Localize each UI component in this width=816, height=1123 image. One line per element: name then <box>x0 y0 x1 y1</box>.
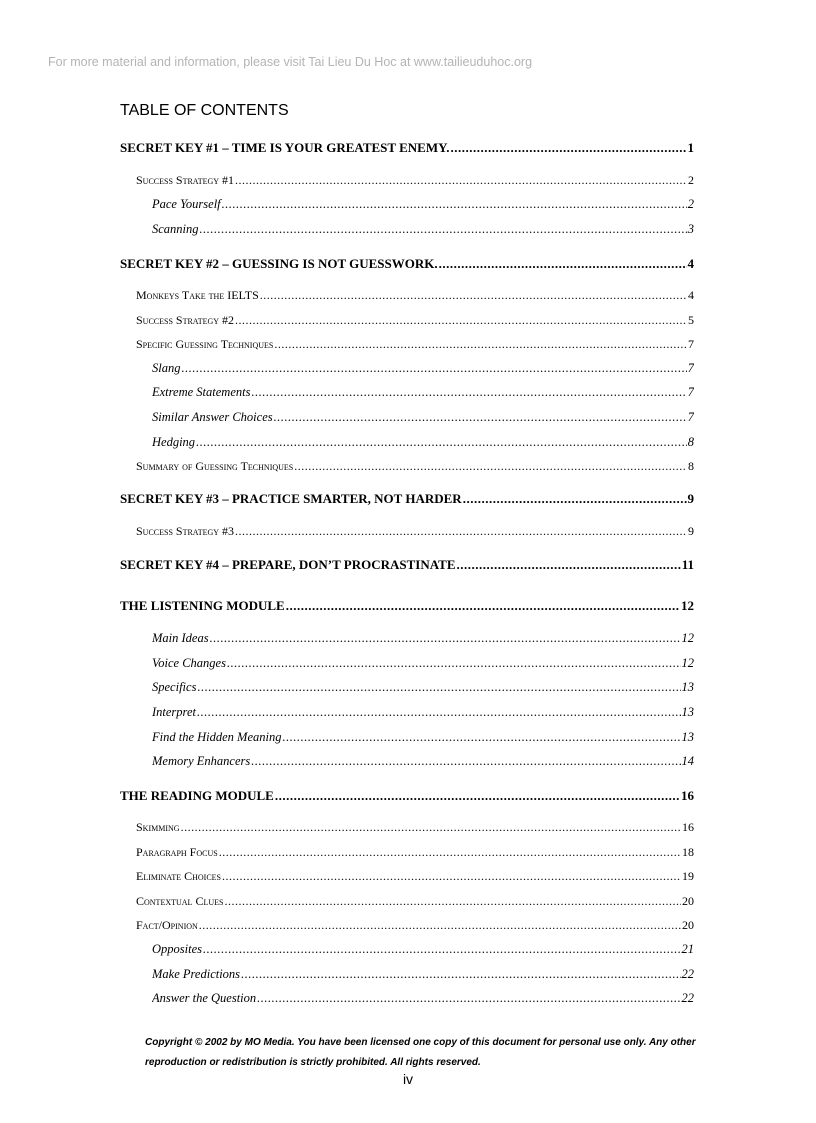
toc-page-number: 21 <box>681 942 694 956</box>
toc-title: Extreme Statements <box>152 385 251 399</box>
leader-dots <box>274 410 687 425</box>
toc-entry[interactable] <box>136 820 694 838</box>
toc-entry[interactable] <box>136 869 694 887</box>
toc-title: Specifics <box>152 680 197 694</box>
watermark-text: For more material and information, please visit Tai Lieu Du Hoc at www.tailieuduhoc.org <box>48 55 533 69</box>
toc-entry[interactable] <box>152 410 694 428</box>
toc-entry[interactable] <box>136 918 694 936</box>
leader-dots <box>197 680 680 695</box>
toc-page-number: 5 <box>688 313 694 327</box>
toc-page-number: 8 <box>687 435 694 449</box>
page-number: iv <box>402 1071 414 1087</box>
toc-page-number: 12 <box>681 656 694 670</box>
toc-entry[interactable] <box>152 631 694 649</box>
toc-title: Success Strategy #3 <box>136 524 235 538</box>
toc-entry[interactable] <box>152 991 694 1009</box>
toc-entry[interactable] <box>120 140 694 158</box>
leader-dots <box>274 337 687 352</box>
toc-page-number: 20 <box>682 918 694 932</box>
toc-entry[interactable] <box>136 288 694 306</box>
toc-title: Hedging <box>152 435 196 449</box>
toc-title: Pace Yourself <box>152 197 221 211</box>
toc-title: Summary of Guessing Techniques <box>136 459 294 473</box>
toc-title: SECRET KEY #2 – GUESSING IS NOT GUESSWORK. <box>120 256 438 271</box>
toc-title: Answer the Question <box>152 991 257 1005</box>
leader-dots <box>222 869 681 884</box>
toc-entry[interactable] <box>152 435 694 453</box>
toc-entry[interactable] <box>120 598 694 616</box>
toc-page-number: 9 <box>687 491 694 506</box>
toc-page-number: 2 <box>687 197 694 211</box>
page-title: TABLE OF CONTENTS <box>120 102 289 119</box>
toc-entry[interactable] <box>152 361 694 379</box>
toc-entry[interactable] <box>120 557 694 575</box>
toc-title: Memory Enhancers <box>152 754 251 768</box>
toc-page-number: 3 <box>687 222 694 236</box>
toc-page-number: 13 <box>681 680 694 694</box>
leader-dots <box>203 942 681 957</box>
leader-dots <box>251 385 686 400</box>
leader-dots <box>451 140 687 156</box>
leader-dots <box>275 788 680 804</box>
toc-title: Find the Hidden Meaning <box>152 730 282 744</box>
toc-title: SECRET KEY #3 – PRACTICE SMARTER, NOT HARDER <box>120 491 462 506</box>
toc-page-number: 19 <box>682 869 694 883</box>
toc-page-number: 12 <box>681 631 694 645</box>
leader-dots <box>283 730 681 745</box>
toc-page-number: 9 <box>688 524 694 538</box>
toc-page-number: 7 <box>687 385 694 399</box>
toc-title: Voice Changes <box>152 656 226 670</box>
leader-dots <box>251 754 680 769</box>
leader-dots <box>241 967 680 982</box>
toc-title: Similar Answer Choices <box>152 410 273 424</box>
toc-title: Paragraph Focus <box>136 845 218 859</box>
toc-page-number: 2 <box>688 173 694 187</box>
toc-entry[interactable] <box>152 967 694 985</box>
toc-entry[interactable] <box>152 222 694 240</box>
toc-title: Skimming <box>136 820 180 834</box>
toc-title: Monkeys Take the IELTS <box>136 288 259 302</box>
leader-dots <box>181 361 686 376</box>
toc-title: THE READING MODULE <box>120 788 274 803</box>
leader-dots <box>294 459 687 474</box>
leader-dots <box>199 918 681 933</box>
toc-page-number: 8 <box>688 459 694 473</box>
toc-page-number: 13 <box>681 705 694 719</box>
toc-entry[interactable] <box>152 942 694 960</box>
toc-page-number: 14 <box>681 754 694 768</box>
toc-title: Interpret <box>152 705 196 719</box>
leader-dots <box>235 524 687 539</box>
toc-page-number: 22 <box>681 991 694 1005</box>
toc-entry[interactable] <box>136 524 694 542</box>
leader-dots <box>219 845 681 860</box>
toc-page-number: 16 <box>682 820 694 834</box>
toc-entry[interactable] <box>136 173 694 191</box>
leader-dots <box>200 222 687 237</box>
toc-page-number: 20 <box>682 894 694 908</box>
toc-page-number: 4 <box>688 288 694 302</box>
toc-page-number: 22 <box>681 967 694 981</box>
toc-title: Slang <box>152 361 181 375</box>
toc-title: Specific Guessing Techniques <box>136 337 274 351</box>
toc-entry[interactable] <box>120 788 694 806</box>
leader-dots <box>235 313 687 328</box>
toc-page-number: 16 <box>681 788 694 803</box>
leader-dots <box>210 631 681 646</box>
toc-entry[interactable] <box>136 845 694 863</box>
leader-dots <box>257 991 680 1006</box>
toc-entry[interactable] <box>152 197 694 215</box>
leader-dots <box>222 197 687 212</box>
toc-title: Eliminate Choices <box>136 869 221 883</box>
toc-entry[interactable] <box>120 491 694 509</box>
toc-title: Contextual Clues <box>136 894 224 908</box>
toc-page-number: 7 <box>687 361 694 375</box>
toc-entry[interactable] <box>152 656 694 674</box>
copyright-notice: Copyright © 2002 by MO Media. You have been licensed one copy of this document for personal use only. Any other reproduction or redistribution is strictly prohibited. All rights reserved. <box>145 1037 696 1068</box>
toc-page-number: 1 <box>687 140 694 155</box>
leader-dots <box>463 491 687 507</box>
leader-dots <box>181 820 681 835</box>
toc-entry[interactable] <box>136 313 694 331</box>
toc-page-number: 7 <box>688 337 694 351</box>
toc-entry[interactable] <box>136 459 694 477</box>
toc-title: Main Ideas <box>152 631 209 645</box>
toc-title: Success Strategy #2 <box>136 313 235 327</box>
toc-entry[interactable] <box>152 730 694 748</box>
toc-page-number: 18 <box>682 845 694 859</box>
leader-dots <box>457 557 681 573</box>
toc-entry[interactable] <box>120 256 694 274</box>
toc-page-number: 7 <box>687 410 694 424</box>
toc-entry[interactable] <box>152 385 694 403</box>
toc-entry[interactable] <box>136 337 694 355</box>
toc-entry[interactable] <box>152 754 694 772</box>
toc-entry[interactable] <box>136 894 694 912</box>
leader-dots <box>197 705 681 720</box>
leader-dots <box>260 288 687 303</box>
toc-title: Scanning <box>152 222 199 236</box>
toc-title: SECRET KEY #4 – PREPARE, DON’T PROCRASTINATE <box>120 557 456 572</box>
toc-page-number: 13 <box>681 730 694 744</box>
toc-entry[interactable] <box>152 705 694 723</box>
leader-dots <box>439 256 687 272</box>
toc-page-number: 4 <box>687 256 694 271</box>
toc-title: Make Predictions <box>152 967 241 981</box>
toc-title: Opposites <box>152 942 202 956</box>
toc-title: SECRET KEY #1 – TIME IS YOUR GREATEST ENEMY. <box>120 140 450 155</box>
toc-page-number: 11 <box>681 557 694 572</box>
toc-entry[interactable] <box>152 680 694 698</box>
toc-title: Fact/Opinion <box>136 918 198 932</box>
leader-dots <box>286 598 680 614</box>
toc-title: Success Strategy #1 <box>136 173 235 187</box>
toc-page-number: 12 <box>681 598 694 613</box>
toc-title: THE LISTENING MODULE <box>120 598 285 613</box>
leader-dots <box>224 894 681 909</box>
leader-dots <box>196 435 687 450</box>
leader-dots <box>227 656 681 671</box>
leader-dots <box>235 173 687 188</box>
